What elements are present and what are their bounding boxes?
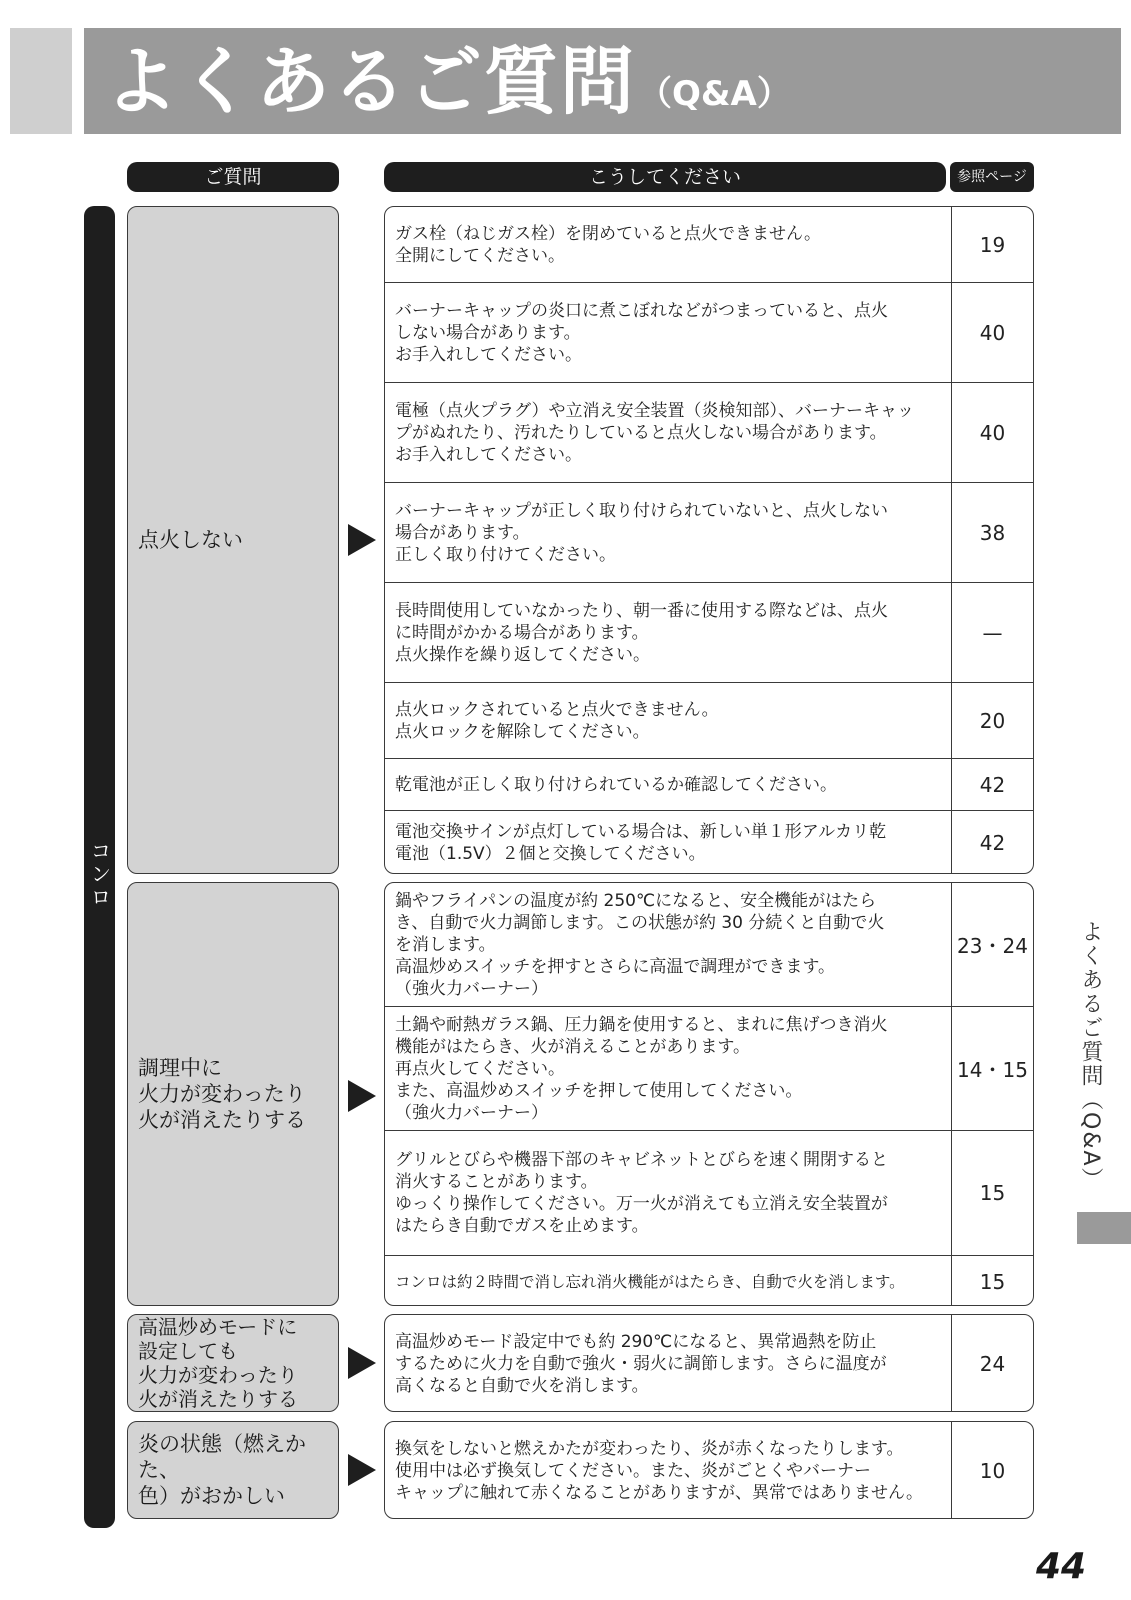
answer-text: 高温炒めモード設定中でも約 290℃になると、異常過熱を防止 するために火力を自動で強火・弱火に調節します。さらに温度が 高くなると自動で火を消します。 (395, 1332, 887, 1396)
answer-row (385, 1255, 1033, 1306)
answer-text: グリルとびらや機器下部のキャビネットとびらを速く開閉すると 消火することがあります。 ゆっくり操作してください。万一火が消えても立消え安全装置が はたらき自動でガスを止めます。 (395, 1150, 888, 1236)
header-tab-block (10, 28, 72, 134)
question-text: 点火しない (138, 528, 243, 552)
column-header-reference: 参照ページ (950, 162, 1034, 192)
column-header-answer: こうしてください (384, 162, 946, 192)
answer-row (385, 758, 1033, 810)
answer-row (385, 1315, 1033, 1412)
arrow-right-icon (348, 524, 376, 556)
answer-text: 点火ロックされていると点火できません。 点火ロックを解除してください。 (395, 699, 719, 742)
reference-page: 15 (951, 1256, 1033, 1306)
answer-text: 土鍋や耐熱ガラス鍋、圧力鍋を使用すると、まれに焦げつき消火 機能がはたらき、火が消えることがあります。 再点火してください。 また、高温炒めスイッチを押して使用してください。 （強火力バーナー） (395, 1014, 888, 1123)
question-box (127, 206, 339, 874)
reference-page: 15 (951, 1131, 1033, 1255)
page-number: 44 (1036, 1546, 1087, 1587)
answer-row (385, 883, 1033, 1006)
reference-page: 42 (951, 811, 1033, 874)
answer-row (385, 582, 1033, 682)
reference-page: 20 (951, 683, 1033, 758)
answer-text: バーナーキャップが正しく取り付けられていないと、点火しない 場合があります。 正しく取り付けてください。 (395, 500, 888, 565)
category-label: コンロ (88, 840, 112, 909)
page-title: よくあるご質問 (104, 39, 636, 125)
reference-page: 19 (951, 207, 1033, 282)
arrow-right-icon (348, 1454, 376, 1486)
answer-text: 電池交換サインが点灯している場合は、新しい単１形アルカリ乾 電池（1.5V）２個と交換してください。 (395, 822, 887, 864)
answer-group (384, 1314, 1034, 1412)
answer-row (385, 482, 1033, 582)
question-text: 調理中に 火力が変わったり 火が消えたりする (138, 1056, 306, 1132)
question-box (127, 1421, 339, 1519)
answer-row (385, 810, 1033, 874)
arrow-right-icon (348, 1347, 376, 1379)
page-subtitle: （Q&A） (638, 74, 791, 114)
answer-text: コンロは約２時間で消し忘れ消火機能がはたらき、自動で火を消します。 (395, 1272, 905, 1291)
answer-text: 電極（点火プラグ）や立消え安全装置（炎検知部）、バーナーキャッ プがぬれたり、汚れたりしていると点火しない場合があります。 お手入れしてください。 (395, 400, 915, 465)
answer-row (385, 207, 1033, 282)
answer-row (385, 282, 1033, 382)
reference-page: — (951, 583, 1033, 682)
answer-text: 換気をしないと燃えかたが変わったり、炎が赤くなったりします。 使用中は必ず換気してください。また、炎がごとくやバーナー キャップに触れて赤くなることがありますが、異常ではありません。 (395, 1439, 924, 1503)
answer-text: ガス栓（ねじガス栓）を閉めていると点火できません。 全開にしてください。 (395, 223, 822, 266)
question-box (127, 882, 339, 1306)
question-text: 高温炒めモードに 設定しても 火力が変わったり 火が消えたりする (138, 1315, 298, 1411)
reference-page: 10 (951, 1422, 1033, 1519)
reference-page: 40 (951, 383, 1033, 482)
question-box (127, 1314, 339, 1412)
answer-text: 乾電池が正しく取り付けられているか確認してください。 (395, 774, 837, 795)
answer-group (384, 206, 1034, 874)
answer-text: バーナーキャップの炎口に煮こぼれなどがつまっていると、点火 しない場合があります。 お手入れしてください。 (395, 300, 888, 365)
answer-row (385, 1130, 1033, 1255)
reference-page: 24 (951, 1315, 1033, 1412)
reference-page: 14・15 (951, 1007, 1033, 1130)
reference-page: 38 (951, 483, 1033, 582)
side-tab-block (1077, 1212, 1131, 1244)
answer-text: 長時間使用していなかったり、朝一番に使用する際などは、点火 に時間がかかる場合があります。 点火操作を繰り返してください。 (395, 600, 888, 665)
answer-text: 鍋やフライパンの温度が約 250℃になると、安全機能がはたら き、自動で火力調節します。この状態が約 30 分続くと自動で火 を消します。 高温炒めスイッチを押すとさらに高温で調理ができます。 （強火力バーナー） (395, 890, 885, 999)
arrow-right-icon (348, 1080, 376, 1112)
answer-group (384, 1421, 1034, 1519)
reference-page: 23・24 (951, 883, 1033, 1006)
answer-row (385, 382, 1033, 482)
question-text: 炎の状態（燃えかた、 色）がおかしい (138, 1432, 306, 1508)
answer-row (385, 1422, 1033, 1519)
answer-row (385, 1006, 1033, 1130)
column-header-question: ご質問 (127, 162, 339, 192)
answer-row (385, 682, 1033, 758)
reference-page: 40 (951, 283, 1033, 382)
reference-page: 42 (951, 759, 1033, 810)
side-tab-label: よくあるご質問（Q&A） (1078, 920, 1103, 1192)
answer-group (384, 882, 1034, 1306)
